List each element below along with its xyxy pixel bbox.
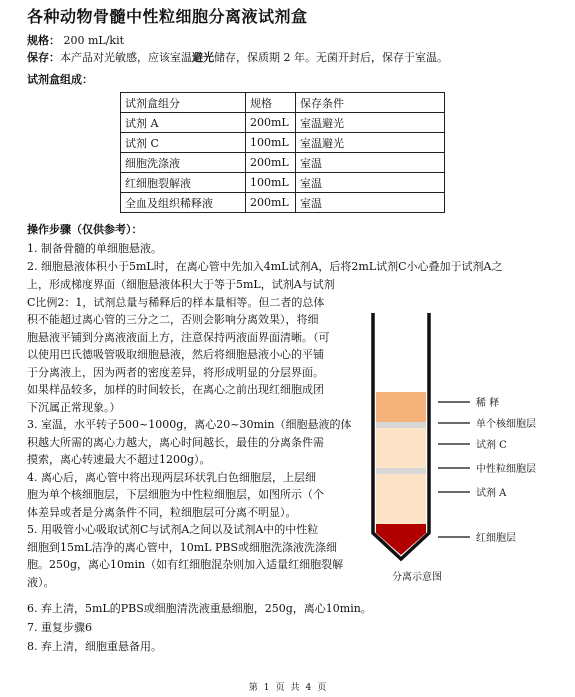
- storage-label: 保存: [27, 51, 49, 64]
- red-blood-cell-layer: [376, 524, 426, 555]
- page-footer: 第 1 页 共 4 页: [248, 683, 327, 693]
- footer-total-pages: 4: [305, 683, 312, 693]
- footer-page-number: 1: [263, 683, 270, 693]
- step-text-line: 胞悬液平铺到分离液液面上方，注意保持两液面界面清晰。（可: [27, 330, 330, 344]
- table-header-row: [121, 93, 445, 113]
- table-cell: 试剂 C: [121, 133, 246, 153]
- table-cell: 试剂 A: [121, 113, 246, 133]
- kit-table: [120, 92, 445, 213]
- step-text-line: 胞。250g，离心10min（如有红细胞混杂则加入适量红细胞裂解: [27, 558, 344, 571]
- label-diluted: 稀 释: [476, 398, 500, 409]
- step-text-line: 液）。: [27, 575, 55, 589]
- table-cell: 100mL: [246, 133, 296, 153]
- table-cell: 200mL: [246, 193, 296, 213]
- separation-diagram: [340, 305, 560, 585]
- table-cell: 200mL: [246, 153, 296, 173]
- step-8: 8. 弃上清，细胞重悬备用。: [27, 640, 162, 653]
- step-text-line: 细胞到15mL洁净的离心管中，10mL PBS或细胞洗涤液洗涤细: [27, 540, 337, 554]
- step-text-line: 于分离液上，因为两者的密度差异，将形成明显的分层界面。: [27, 365, 324, 379]
- step-text-line: 积不能超过离心管的三分之二，否则会影响分离效果），将细: [27, 313, 319, 326]
- step-2-first-line: 2. 细胞悬液体积小于5mL时，在离心管中先加入4mL试剂A，后将2mL试剂C小心叠加于试剂A之: [27, 260, 503, 273]
- storage-line: 保存：本产品对光敏感，应该室温避光储存，保质期 2 年。无菌开封后，保存于室温。: [27, 51, 448, 64]
- step-text-line: 摸索，离心转速最大不超过1200g）。: [27, 453, 211, 466]
- step-text-line: 5. 用吸管小心吸取试剂C与试剂A之间以及试剂A中的中性粒: [27, 523, 319, 536]
- step-text-line: 如果样品较多，加样的时间较长，在离心之前出现红细胞成团: [27, 383, 324, 396]
- table-row: [121, 153, 445, 173]
- table-cell: 室温: [296, 153, 445, 173]
- table-cell: 细胞洗涤液: [121, 153, 246, 173]
- kit-heading: 试剂盒组成：: [27, 73, 93, 86]
- label-reagent-a: 试剂 A: [476, 488, 507, 499]
- diagram-caption: 分离示意图: [392, 572, 442, 583]
- storage-text-pre: 本产品对光敏感，应该室温: [60, 51, 192, 64]
- reagent-a-layer: [376, 474, 426, 524]
- page-title: 各种动物骨髓中性粒细胞分离液试剂盒: [27, 7, 308, 26]
- spec-value: 200 mL/kit: [63, 34, 125, 47]
- table-cell: 红细胞裂解液: [121, 173, 246, 193]
- neutrophil-layer: [376, 468, 426, 474]
- label-rbc-layer: 红细胞层: [476, 533, 516, 544]
- step-text-line: 体差异或者是分离条件不同，粒细胞层可分离不明显）。: [27, 505, 297, 519]
- diluted-sample-layer: [376, 392, 426, 422]
- storage-emphasis: 避光: [192, 51, 214, 64]
- mononuclear-cell-layer: [376, 422, 426, 428]
- step-text-line: 以使用巴氏德吸管吸取细胞悬液，然后将细胞悬液小心的平铺: [27, 348, 324, 361]
- label-mononuclear-layer: 单个核细胞层: [476, 419, 536, 430]
- spec-line: 规格： 200 mL/kit: [27, 34, 125, 47]
- reagent-c-layer: [376, 428, 426, 468]
- step-text-line: 上，形成梯度界面（细胞悬液体积大于等于5mL，试剂A与试剂: [27, 278, 335, 291]
- label-neutrophil-layer: 中性粒细胞层: [476, 464, 536, 475]
- table-cell: 室温避光: [296, 133, 445, 153]
- table-cell: 全血及组织稀释液: [121, 193, 246, 213]
- storage-text-post: 储存，保质期 2 年。无菌开封后，保存于室温。: [214, 51, 448, 64]
- step-text-line: C比例2：1，试剂总量与稀释后的样本量相等。但二者的总体: [27, 295, 325, 309]
- steps-body: [27, 276, 351, 591]
- table-row: [121, 193, 445, 213]
- table-header-cell: 保存条件: [296, 93, 445, 113]
- step-6: 6. 弃上清，5mL的PBS或细胞清洗液重悬细胞，250g，离心10min。: [27, 602, 372, 615]
- table-header-cell: 试剂盒组分: [121, 93, 246, 113]
- step-1: 1. 制备骨髓的单细胞悬液。: [27, 242, 162, 255]
- table-cell: 100mL: [246, 173, 296, 193]
- table-row: [121, 113, 445, 133]
- table-header-cell: 规格: [246, 93, 296, 113]
- steps-heading: 操作步骤（仅供参考）：: [27, 223, 143, 236]
- table-row: [121, 173, 445, 193]
- table-row: [121, 133, 445, 153]
- step-text-line: 下沉属正常现象。）: [27, 400, 121, 414]
- table-cell: 室温: [296, 193, 445, 213]
- table-cell: 200mL: [246, 113, 296, 133]
- step-text-line: 3. 室温，水平转子500~1000g，离心20~30min（细胞悬液的体: [27, 418, 352, 431]
- table-cell: 室温避光: [296, 113, 445, 133]
- table-cell: 室温: [296, 173, 445, 193]
- step-7: 7. 重复步骤6: [27, 621, 92, 634]
- step-text-line: 4. 离心后，离心管中将出现两层环状乳白色细胞层，上层细: [27, 470, 316, 484]
- spec-label: 规格: [27, 34, 49, 47]
- step-text-line: 胞为单个核细胞层，下层细胞为中性粒细胞层，如图所示（个: [27, 488, 324, 501]
- step-text-line: 积越大所需的离心力越大，离心时间越长，最佳的分离条件需: [27, 435, 324, 449]
- label-reagent-c: 试剂 C: [476, 440, 507, 451]
